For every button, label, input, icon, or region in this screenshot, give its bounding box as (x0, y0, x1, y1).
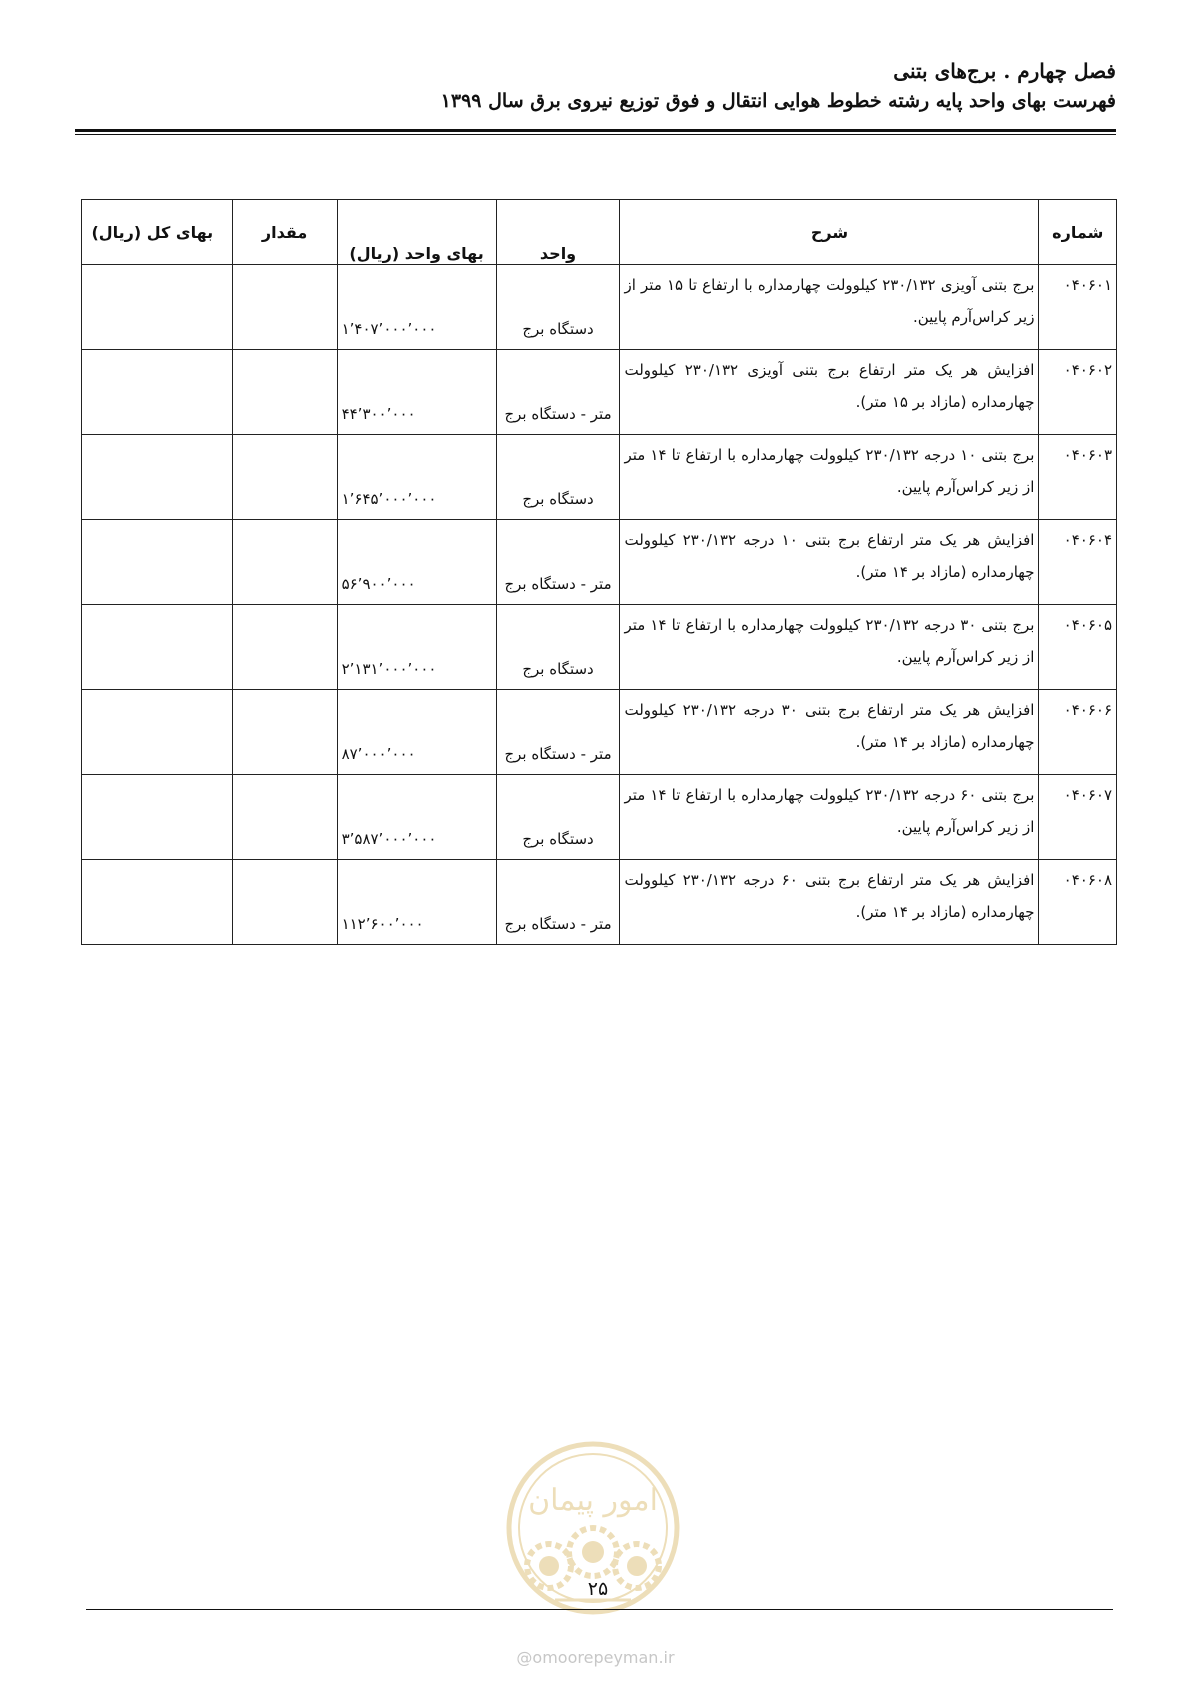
row-description: افزایش هر یک متر ارتفاع برج بتنی آویزی ۲۳۰/۱۳۲ کیلوولت چهارمداره (مازاد بر ۱۵ متر). (620, 350, 1039, 435)
page-header (75, 56, 1116, 116)
table-row (82, 775, 1117, 860)
chapter-title: فصل چهارم . برج‌های بتنی (893, 59, 1116, 83)
document-subtitle: فهرست بهای واحد پایه رشته خطوط هوایی انتقال و فوق توزیع نیروی برق سال ۱۳۹۹ (440, 90, 1116, 112)
row-quantity (232, 435, 337, 520)
row-total-price (82, 690, 233, 775)
table-row (82, 350, 1117, 435)
row-description: افزایش هر یک متر ارتفاع برج بتنی ۶۰ درجه ۲۳۰/۱۳۲ کیلوولت چهارمداره (مازاد بر ۱۴ متر). (620, 860, 1039, 945)
row-quantity (232, 520, 337, 605)
row-unit-price: ۴۴٬۳۰۰٬۰۰۰ (337, 350, 496, 435)
header-unit-price: بهای واحد (ریال) (337, 200, 496, 265)
row-unit-price: ۱٬۶۴۵٬۰۰۰٬۰۰۰ (337, 435, 496, 520)
header-description: شرح (620, 200, 1039, 265)
row-quantity (232, 775, 337, 860)
row-description: افزایش هر یک متر ارتفاع برج بتنی ۳۰ درجه ۲۳۰/۱۳۲ کیلوولت چهارمداره (مازاد بر ۱۴ متر). (620, 690, 1039, 775)
row-unit-price: ۱۱۲٬۶۰۰٬۰۰۰ (337, 860, 496, 945)
row-number: ۰۴۰۶۰۳ (1039, 435, 1117, 520)
table-row (82, 605, 1117, 690)
row-quantity (232, 690, 337, 775)
row-unit-price: ۵۶٬۹۰۰٬۰۰۰ (337, 520, 496, 605)
row-unit: متر - دستگاه برج (496, 860, 620, 945)
row-unit: متر - دستگاه برج (496, 520, 620, 605)
row-number: ۰۴۰۶۰۸ (1039, 860, 1117, 945)
table-row (82, 435, 1117, 520)
header-unit: واحد (496, 200, 620, 265)
footer-rule (86, 1609, 1113, 1610)
price-table (81, 199, 1117, 945)
table-row (82, 265, 1117, 350)
seal-text: امور پیمان (528, 1483, 658, 1518)
row-total-price (82, 860, 233, 945)
row-quantity (232, 350, 337, 435)
row-number: ۰۴۰۶۰۷ (1039, 775, 1117, 860)
row-number: ۰۴۰۶۰۶ (1039, 690, 1117, 775)
page-number: ۲۵ (587, 1578, 609, 1600)
row-unit: متر - دستگاه برج (496, 350, 620, 435)
header-number: شماره (1039, 200, 1117, 265)
row-unit: دستگاه برج (496, 605, 620, 690)
watermark: @omoorepeyman.ir (516, 1648, 675, 1667)
row-quantity (232, 860, 337, 945)
table-row (82, 860, 1117, 945)
row-quantity (232, 605, 337, 690)
row-total-price (82, 265, 233, 350)
header-rule-thick (75, 129, 1116, 132)
table-header-row (82, 200, 1117, 265)
row-number: ۰۴۰۶۰۱ (1039, 265, 1117, 350)
row-quantity (232, 265, 337, 350)
row-unit-price: ۲٬۱۳۱٬۰۰۰٬۰۰۰ (337, 605, 496, 690)
row-description: برج بتنی ۶۰ درجه ۲۳۰/۱۳۲ کیلوولت چهارمداره با ارتفاع تا ۱۴ متر از زیر کراس‌آرم پایین. (620, 775, 1039, 860)
table-row (82, 520, 1117, 605)
row-number: ۰۴۰۶۰۵ (1039, 605, 1117, 690)
row-unit: دستگاه برج (496, 435, 620, 520)
row-unit: متر - دستگاه برج (496, 690, 620, 775)
row-unit: دستگاه برج (496, 775, 620, 860)
table-row (82, 690, 1117, 775)
row-total-price (82, 435, 233, 520)
row-description: برج بتنی ۱۰ درجه ۲۳۰/۱۳۲ کیلوولت چهارمداره با ارتفاع تا ۱۴ متر از زیر کراس‌آرم پایین. (620, 435, 1039, 520)
header-rule-thin (75, 134, 1116, 135)
row-total-price (82, 350, 233, 435)
row-unit-price: ۳٬۵۸۷٬۰۰۰٬۰۰۰ (337, 775, 496, 860)
row-description: افزایش هر یک متر ارتفاع برج بتنی ۱۰ درجه ۲۳۰/۱۳۲ کیلوولت چهارمداره (مازاد بر ۱۴ متر). (620, 520, 1039, 605)
row-total-price (82, 775, 233, 860)
header-quantity: مقدار (232, 200, 337, 265)
row-unit-price: ۸۷٬۰۰۰٬۰۰۰ (337, 690, 496, 775)
row-total-price (82, 605, 233, 690)
row-total-price (82, 520, 233, 605)
header-total-price: بهای کل (ریال) (82, 200, 233, 265)
row-unit-price: ۱٬۴۰۷٬۰۰۰٬۰۰۰ (337, 265, 496, 350)
row-description: برج بتنی ۳۰ درجه ۲۳۰/۱۳۲ کیلوولت چهارمداره با ارتفاع تا ۱۴ متر از زیر کراس‌آرم پایین. (620, 605, 1039, 690)
row-description: برج بتنی آویزی ۲۳۰/۱۳۲ کیلوولت چهارمداره با ارتفاع تا ۱۵ متر از زیر کراس‌آرم پایین. (620, 265, 1039, 350)
row-number: ۰۴۰۶۰۴ (1039, 520, 1117, 605)
row-number: ۰۴۰۶۰۲ (1039, 350, 1117, 435)
row-unit: دستگاه برج (496, 265, 620, 350)
